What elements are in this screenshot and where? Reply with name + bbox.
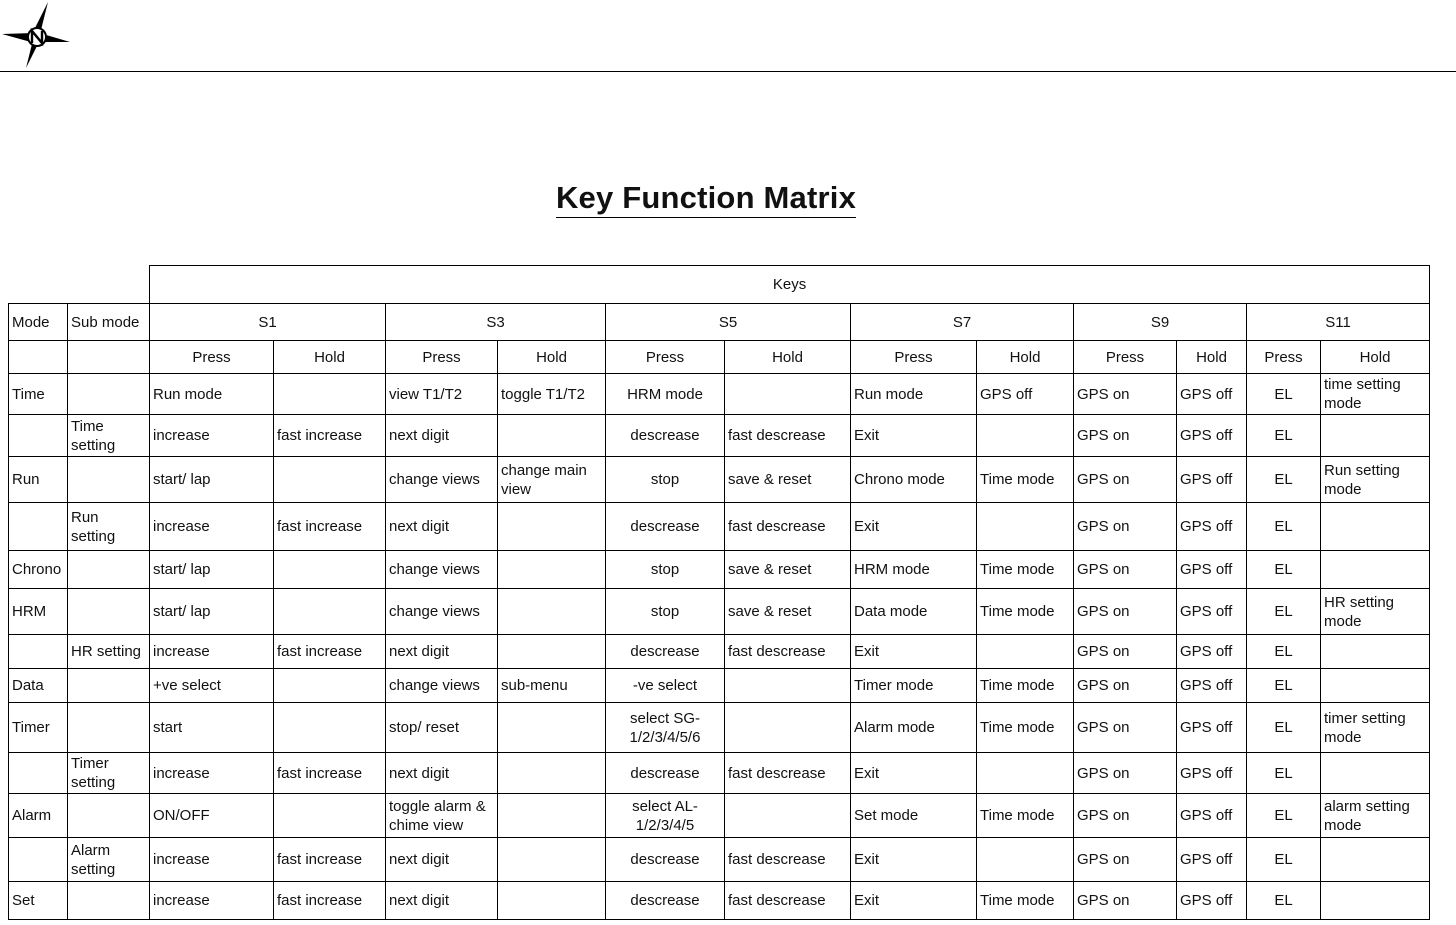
function-cell: fast descrease bbox=[725, 753, 851, 794]
sub-mode-cell bbox=[68, 374, 150, 415]
function-cell: fast descrease bbox=[725, 415, 851, 457]
function-cell: Chrono mode bbox=[851, 457, 977, 503]
function-cell: stop bbox=[606, 457, 725, 503]
function-cell: descrease bbox=[606, 753, 725, 794]
page-title: Key Function Matrix bbox=[0, 180, 1412, 216]
function-cell: GPS off bbox=[1177, 838, 1247, 882]
table-row bbox=[9, 415, 1430, 457]
function-cell bbox=[498, 415, 606, 457]
function-cell: EL bbox=[1247, 457, 1321, 503]
mode-cell: Alarm bbox=[9, 794, 68, 838]
function-cell: Exit bbox=[851, 415, 977, 457]
key-s7-header: S7 bbox=[851, 304, 1074, 341]
function-cell bbox=[498, 703, 606, 753]
table-row bbox=[9, 457, 1430, 503]
function-cell: GPS off bbox=[1177, 669, 1247, 703]
blank-cell bbox=[68, 341, 150, 374]
function-cell: EL bbox=[1247, 503, 1321, 551]
function-cell: toggle alarm & chime view bbox=[386, 794, 498, 838]
function-cell: fast descrease bbox=[725, 635, 851, 669]
key-function-table bbox=[8, 265, 1430, 920]
function-cell: increase bbox=[150, 503, 274, 551]
mode-cell bbox=[9, 415, 68, 457]
function-cell: start/ lap bbox=[150, 589, 274, 635]
function-cell: sub-menu bbox=[498, 669, 606, 703]
function-cell: GPS on bbox=[1074, 551, 1177, 589]
function-cell: GPS on bbox=[1074, 703, 1177, 753]
function-cell: descrease bbox=[606, 635, 725, 669]
table-row bbox=[9, 794, 1430, 838]
function-cell: fast increase bbox=[274, 415, 386, 457]
function-cell: EL bbox=[1247, 838, 1321, 882]
function-cell: EL bbox=[1247, 374, 1321, 415]
function-cell: GPS off bbox=[1177, 635, 1247, 669]
function-cell: descrease bbox=[606, 503, 725, 551]
function-cell bbox=[977, 753, 1074, 794]
function-cell bbox=[274, 457, 386, 503]
function-cell: stop bbox=[606, 551, 725, 589]
function-cell: GPS on bbox=[1074, 503, 1177, 551]
function-cell: save & reset bbox=[725, 457, 851, 503]
press-header: Press bbox=[150, 341, 274, 374]
function-cell: Run mode bbox=[851, 374, 977, 415]
function-cell: Time mode bbox=[977, 794, 1074, 838]
function-cell: increase bbox=[150, 635, 274, 669]
function-cell: fast descrease bbox=[725, 838, 851, 882]
sub-mode-cell: Time setting bbox=[68, 415, 150, 457]
function-cell: Run mode bbox=[150, 374, 274, 415]
sub-mode-header: Sub mode bbox=[68, 304, 150, 341]
function-cell: GPS off bbox=[1177, 457, 1247, 503]
function-cell: save & reset bbox=[725, 551, 851, 589]
hold-header: Hold bbox=[725, 341, 851, 374]
function-cell: start/ lap bbox=[150, 551, 274, 589]
header-rule bbox=[0, 71, 1456, 72]
mode-cell bbox=[9, 503, 68, 551]
function-cell: HRM mode bbox=[606, 374, 725, 415]
hold-header: Hold bbox=[274, 341, 386, 374]
function-cell bbox=[498, 503, 606, 551]
function-cell bbox=[1321, 838, 1430, 882]
sub-mode-cell: Run setting bbox=[68, 503, 150, 551]
table-row bbox=[9, 882, 1430, 920]
function-cell bbox=[1321, 415, 1430, 457]
compass-star-n-logo bbox=[0, 0, 74, 70]
function-cell: GPS off bbox=[977, 374, 1074, 415]
function-cell: GPS on bbox=[1074, 753, 1177, 794]
function-cell bbox=[274, 589, 386, 635]
function-cell: GPS on bbox=[1074, 635, 1177, 669]
function-cell: fast descrease bbox=[725, 503, 851, 551]
function-cell bbox=[498, 838, 606, 882]
function-cell: fast increase bbox=[274, 882, 386, 920]
function-cell: increase bbox=[150, 882, 274, 920]
function-cell: fast increase bbox=[274, 503, 386, 551]
function-cell: +ve select bbox=[150, 669, 274, 703]
blank-cell bbox=[9, 341, 68, 374]
function-cell: increase bbox=[150, 415, 274, 457]
function-cell bbox=[977, 415, 1074, 457]
function-cell: GPS off bbox=[1177, 703, 1247, 753]
function-cell: EL bbox=[1247, 794, 1321, 838]
sub-mode-cell bbox=[68, 589, 150, 635]
function-cell: timer setting mode bbox=[1321, 703, 1430, 753]
press-header: Press bbox=[386, 341, 498, 374]
press-header: Press bbox=[1247, 341, 1321, 374]
table-row bbox=[9, 589, 1430, 635]
table-row bbox=[9, 374, 1430, 415]
blank-cell bbox=[68, 266, 150, 304]
function-cell: GPS off bbox=[1177, 415, 1247, 457]
table-row bbox=[9, 551, 1430, 589]
function-cell bbox=[977, 635, 1074, 669]
function-cell: change views bbox=[386, 669, 498, 703]
function-cell: view T1/T2 bbox=[386, 374, 498, 415]
key-names-row bbox=[9, 304, 1430, 341]
function-cell: next digit bbox=[386, 415, 498, 457]
function-cell: increase bbox=[150, 753, 274, 794]
function-cell: EL bbox=[1247, 635, 1321, 669]
table-row bbox=[9, 703, 1430, 753]
function-cell: Time mode bbox=[977, 457, 1074, 503]
function-cell: next digit bbox=[386, 882, 498, 920]
key-s1-header: S1 bbox=[150, 304, 386, 341]
function-cell: EL bbox=[1247, 669, 1321, 703]
table-row bbox=[9, 503, 1430, 551]
function-cell: save & reset bbox=[725, 589, 851, 635]
key-s3-header: S3 bbox=[386, 304, 606, 341]
function-cell bbox=[977, 503, 1074, 551]
function-cell bbox=[498, 551, 606, 589]
function-cell: fast increase bbox=[274, 635, 386, 669]
function-cell: GPS on bbox=[1074, 794, 1177, 838]
sub-mode-cell: Alarm setting bbox=[68, 838, 150, 882]
mode-header: Mode bbox=[9, 304, 68, 341]
function-cell: Set mode bbox=[851, 794, 977, 838]
function-cell: next digit bbox=[386, 753, 498, 794]
function-cell: EL bbox=[1247, 882, 1321, 920]
function-cell: Timer mode bbox=[851, 669, 977, 703]
hold-header: Hold bbox=[498, 341, 606, 374]
function-cell: GPS off bbox=[1177, 753, 1247, 794]
sub-mode-cell bbox=[68, 669, 150, 703]
function-cell: Exit bbox=[851, 635, 977, 669]
function-cell: start/ lap bbox=[150, 457, 274, 503]
mode-cell: Chrono bbox=[9, 551, 68, 589]
function-cell: change main view bbox=[498, 457, 606, 503]
function-cell: GPS off bbox=[1177, 503, 1247, 551]
function-cell: HRM mode bbox=[851, 551, 977, 589]
function-cell: GPS on bbox=[1074, 415, 1177, 457]
key-s11-header: S11 bbox=[1247, 304, 1430, 341]
function-cell: GPS off bbox=[1177, 589, 1247, 635]
function-cell: fast increase bbox=[274, 838, 386, 882]
function-cell: next digit bbox=[386, 635, 498, 669]
mode-cell bbox=[9, 753, 68, 794]
press-header: Press bbox=[851, 341, 977, 374]
table-row bbox=[9, 635, 1430, 669]
function-cell: stop bbox=[606, 589, 725, 635]
function-cell: descrease bbox=[606, 882, 725, 920]
function-cell: descrease bbox=[606, 415, 725, 457]
function-cell: Run setting mode bbox=[1321, 457, 1430, 503]
function-cell: next digit bbox=[386, 838, 498, 882]
function-cell bbox=[725, 374, 851, 415]
table-row bbox=[9, 753, 1430, 794]
function-cell bbox=[1321, 551, 1430, 589]
mode-cell: Set bbox=[9, 882, 68, 920]
sub-mode-cell bbox=[68, 794, 150, 838]
function-cell: Time mode bbox=[977, 589, 1074, 635]
function-cell bbox=[1321, 669, 1430, 703]
function-cell: Alarm mode bbox=[851, 703, 977, 753]
mode-cell bbox=[9, 635, 68, 669]
function-cell: GPS on bbox=[1074, 374, 1177, 415]
function-cell: next digit bbox=[386, 503, 498, 551]
mode-cell bbox=[9, 838, 68, 882]
mode-cell: HRM bbox=[9, 589, 68, 635]
function-cell: GPS off bbox=[1177, 794, 1247, 838]
function-cell: toggle T1/T2 bbox=[498, 374, 606, 415]
function-cell: Time mode bbox=[977, 882, 1074, 920]
function-cell: ON/OFF bbox=[150, 794, 274, 838]
function-cell: EL bbox=[1247, 415, 1321, 457]
sub-mode-cell bbox=[68, 551, 150, 589]
key-s5-header: S5 bbox=[606, 304, 851, 341]
function-cell: Time mode bbox=[977, 703, 1074, 753]
function-cell: Exit bbox=[851, 753, 977, 794]
function-cell: start bbox=[150, 703, 274, 753]
hold-header: Hold bbox=[1177, 341, 1247, 374]
function-cell: EL bbox=[1247, 551, 1321, 589]
sub-mode-cell: HR setting bbox=[68, 635, 150, 669]
function-cell: GPS off bbox=[1177, 551, 1247, 589]
blank-cell bbox=[9, 266, 68, 304]
function-cell: select SG-1/2/3/4/5/6 bbox=[606, 703, 725, 753]
function-cell: GPS on bbox=[1074, 838, 1177, 882]
mode-cell: Time bbox=[9, 374, 68, 415]
sub-mode-cell bbox=[68, 703, 150, 753]
function-cell: EL bbox=[1247, 703, 1321, 753]
sub-mode-cell bbox=[68, 882, 150, 920]
function-cell bbox=[1321, 753, 1430, 794]
mode-cell: Data bbox=[9, 669, 68, 703]
function-cell bbox=[274, 374, 386, 415]
function-cell bbox=[498, 753, 606, 794]
function-cell bbox=[498, 589, 606, 635]
function-cell: Exit bbox=[851, 882, 977, 920]
function-cell bbox=[498, 882, 606, 920]
function-cell: change views bbox=[386, 589, 498, 635]
function-cell: stop/ reset bbox=[386, 703, 498, 753]
table-row bbox=[9, 838, 1430, 882]
function-cell bbox=[274, 551, 386, 589]
function-cell bbox=[1321, 503, 1430, 551]
function-cell: Exit bbox=[851, 838, 977, 882]
function-cell bbox=[274, 669, 386, 703]
function-cell: time setting mode bbox=[1321, 374, 1430, 415]
press-header: Press bbox=[1074, 341, 1177, 374]
function-cell: change views bbox=[386, 457, 498, 503]
function-cell: -ve select bbox=[606, 669, 725, 703]
function-cell: HR setting mode bbox=[1321, 589, 1430, 635]
function-cell: Exit bbox=[851, 503, 977, 551]
function-cell: increase bbox=[150, 838, 274, 882]
function-cell: change views bbox=[386, 551, 498, 589]
function-cell: GPS on bbox=[1074, 669, 1177, 703]
function-cell bbox=[498, 635, 606, 669]
mode-cell: Run bbox=[9, 457, 68, 503]
function-cell bbox=[498, 794, 606, 838]
function-cell: GPS on bbox=[1074, 589, 1177, 635]
function-cell bbox=[1321, 882, 1430, 920]
press-header: Press bbox=[606, 341, 725, 374]
keys-header: Keys bbox=[150, 266, 1430, 304]
function-cell bbox=[977, 838, 1074, 882]
function-cell bbox=[725, 794, 851, 838]
function-cell: fast increase bbox=[274, 753, 386, 794]
mode-cell: Timer bbox=[9, 703, 68, 753]
function-cell: GPS off bbox=[1177, 374, 1247, 415]
function-cell bbox=[274, 794, 386, 838]
key-s9-header: S9 bbox=[1074, 304, 1247, 341]
function-cell: GPS on bbox=[1074, 882, 1177, 920]
function-cell bbox=[1321, 635, 1430, 669]
function-cell: select AL-1/2/3/4/5 bbox=[606, 794, 725, 838]
function-cell: Data mode bbox=[851, 589, 977, 635]
function-cell: alarm setting mode bbox=[1321, 794, 1430, 838]
function-cell: EL bbox=[1247, 753, 1321, 794]
function-cell: fast descrease bbox=[725, 882, 851, 920]
hold-header: Hold bbox=[977, 341, 1074, 374]
function-cell: descrease bbox=[606, 838, 725, 882]
hold-header: Hold bbox=[1321, 341, 1430, 374]
table-row bbox=[9, 669, 1430, 703]
keys-header-row bbox=[9, 266, 1430, 304]
function-cell: GPS on bbox=[1074, 457, 1177, 503]
action-header-row bbox=[9, 341, 1430, 374]
function-cell: Time mode bbox=[977, 669, 1074, 703]
function-cell: Time mode bbox=[977, 551, 1074, 589]
sub-mode-cell bbox=[68, 457, 150, 503]
function-cell: GPS off bbox=[1177, 882, 1247, 920]
sub-mode-cell: Timer setting bbox=[68, 753, 150, 794]
function-cell bbox=[725, 703, 851, 753]
function-cell: EL bbox=[1247, 589, 1321, 635]
function-cell bbox=[274, 703, 386, 753]
function-cell bbox=[725, 669, 851, 703]
